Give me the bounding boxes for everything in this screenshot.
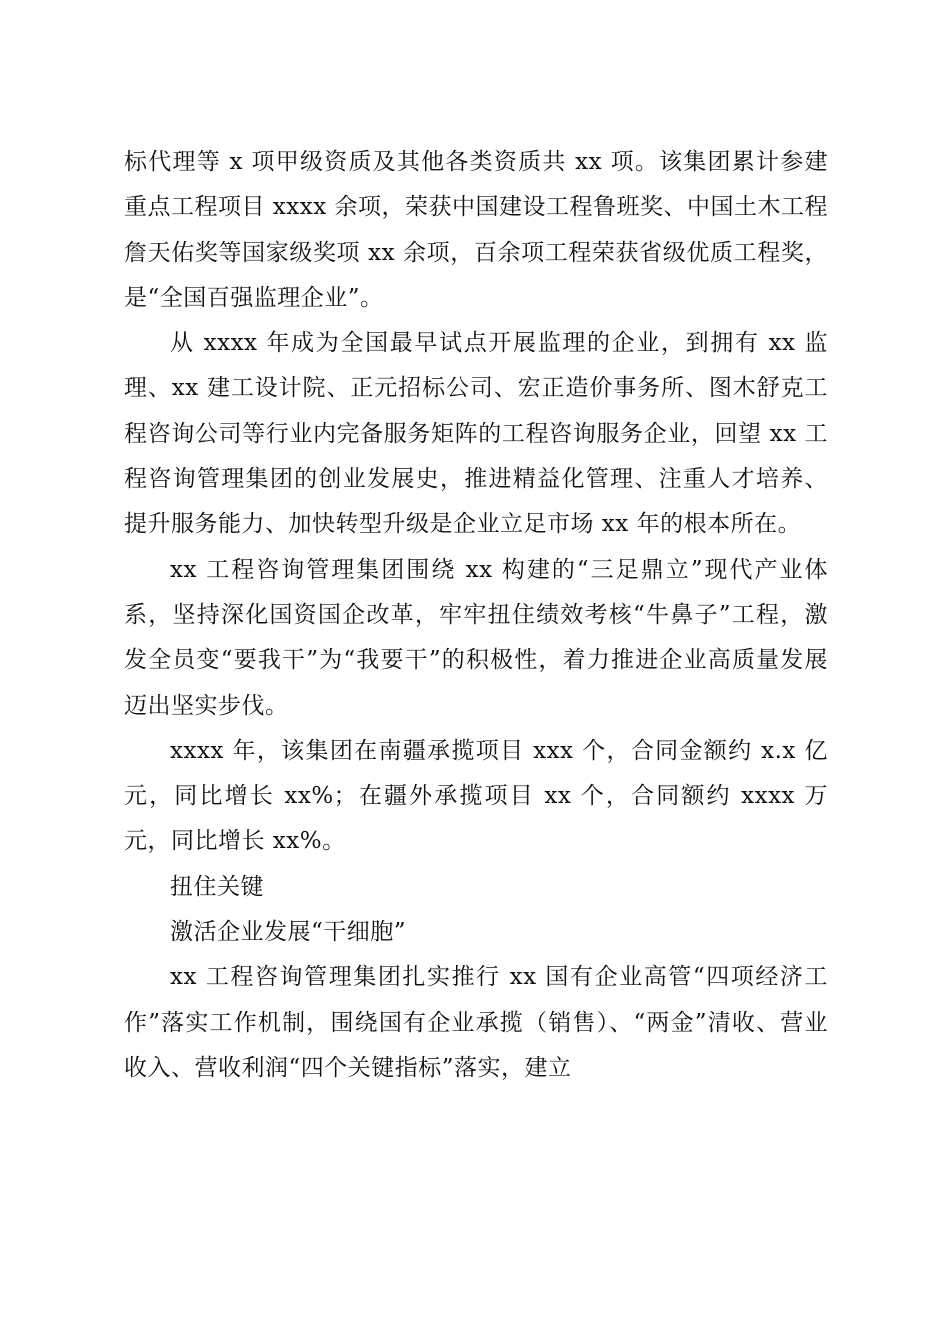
paragraph-2: 从 xxxx 年成为全国最早试点开展监理的企业，到拥有 xx 监理、xx 建工设计院、正元招标公司、宏正造价事务所、图木舒克工程咨询公司等行业内完备服务矩阵的工程咨询服务企业，回望 xx 工程咨询管理集团的创业发展史，推进精益化管理、注重人才培养、提升服务能力、加快转型升级是企业立足市场 xx 年的根本所在。 [124,330,828,538]
document-body [124,140,828,1091]
paragraph-5: xx 工程咨询管理集团扎实推行 xx 国有企业高管“四项经济工作”落实工作机制，围绕国有企业承揽（销售）、“两金”清收、营业收入、营收利润“四个关键指标”落实，建立 [124,964,828,1081]
paragraph-1: 标代理等 x 项甲级资质及其他各类资质共 xx 项。该集团累计参建重点工程项目 xxxx 余项，荣获中国建设工程鲁班奖、中国土木工程詹天佑奖等国家级奖项 xx 余项，百余项工程荣获省级优质工程奖，是“全国百强监理企业”。 [124,149,829,311]
paragraph-3: xx 工程咨询管理集团围绕 xx 构建的“三足鼎立”现代产业体系，坚持深化国资国企改革，牢牢扭住绩效考核“牛鼻子”工程，激发全员变“要我干”为“我要干”的积极性，着力推进企业高质量发展迈出坚实步伐。 [124,556,828,719]
paragraph-4: xxxx 年，该集团在南疆承揽项目 xxx 个，合同金额约 x.x 亿元，同比增长 xx%；在疆外承揽项目 xx 个，合同额约 xxxx 万元，同比增长 xx%。 [124,737,828,855]
section-heading: 扭住关键 [170,873,264,900]
section-subheading: 激活企业发展“干细胞” [170,919,407,946]
